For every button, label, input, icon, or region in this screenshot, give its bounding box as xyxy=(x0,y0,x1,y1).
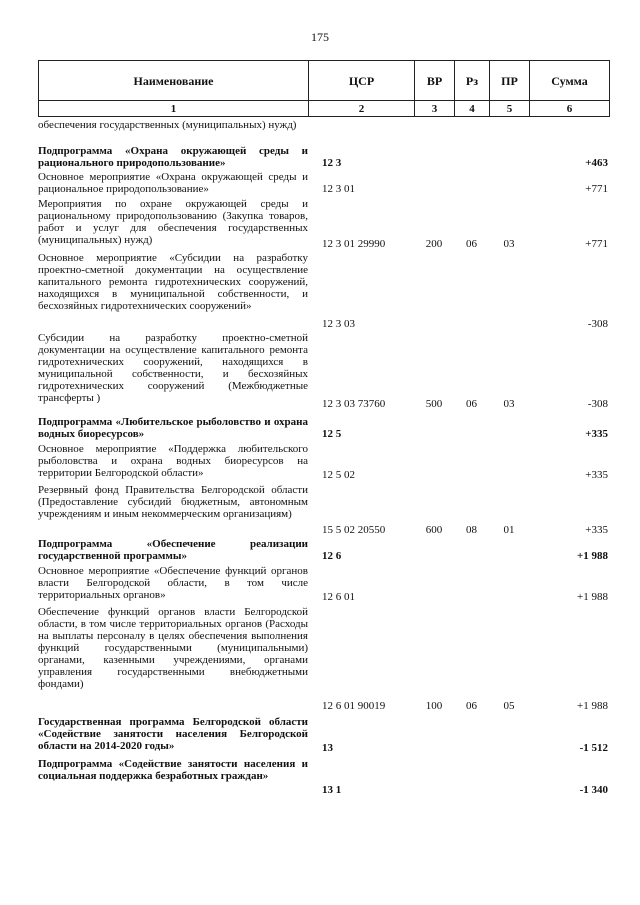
header-sum: Сумма xyxy=(551,73,588,88)
row-name: Подпрограмма «Любительское рыболовство и охрана водных биоресурсов» xyxy=(38,416,308,440)
row-sum: -308 xyxy=(587,398,608,410)
row-sum: +1 988 xyxy=(577,700,608,712)
row-name: обеспечения государственных (муниципальных) нужд) xyxy=(38,119,297,131)
row-sum: +335 xyxy=(585,469,608,481)
header-rz: Рз xyxy=(455,61,490,101)
row-sum: -308 xyxy=(587,318,608,330)
row-csr: 12 5 02 xyxy=(322,469,355,481)
row-vr: 200 xyxy=(425,238,443,250)
row-sum: -1 340 xyxy=(579,784,608,796)
row-sum: +771 xyxy=(585,238,608,250)
row-sum: +335 xyxy=(585,428,608,440)
table-header xyxy=(38,60,610,117)
header-name: Наименование xyxy=(39,61,309,101)
row-name: Основное мероприятие «Обеспечение функций органов власти Белгородской области, в том числе территориальных органов» xyxy=(38,565,308,601)
row-pr: 03 xyxy=(503,238,515,250)
row-csr: 13 xyxy=(322,742,333,754)
col-number-2: 2 xyxy=(309,101,415,116)
table-row xyxy=(38,332,610,410)
header-row xyxy=(39,61,609,101)
row-pr: 01 xyxy=(503,524,515,536)
row-sum: +335 xyxy=(585,524,608,536)
row-name: Подпрограмма «Обеспечение реализации государственной программы» xyxy=(38,538,308,562)
col-number-5: 5 xyxy=(490,101,530,116)
row-sum: +771 xyxy=(585,183,608,195)
table-row xyxy=(38,252,610,330)
row-sum: -1 512 xyxy=(579,742,608,754)
header-number-row xyxy=(39,101,609,116)
row-name: Субсидии на разработку проектно-сметной документации на осуществление капитального ремонта гидротехнических сооружений, находящихся в муниципальной собственности, и бесхозяйных гидротехнических сооружений (Межбюджетные трансферты ) xyxy=(38,332,308,404)
row-rz: 08 xyxy=(466,524,477,536)
row-vr: 600 xyxy=(425,524,443,536)
header-csr: ЦСР xyxy=(309,61,415,101)
row-csr: 12 5 xyxy=(322,428,342,440)
table-row xyxy=(38,538,610,562)
table-row xyxy=(38,606,610,712)
col-number-4: 4 xyxy=(455,101,490,116)
row-name: Основное мероприятие «Субсидии на разработку проектно-сметной документации на осуществление капитального ремонта гидротехнических сооружений, находящихся в муниципальной собственности, и бесхозяйных гидротехнических сооружений» xyxy=(38,252,308,312)
row-csr: 12 3 01 29990 xyxy=(322,238,386,250)
table-row xyxy=(38,198,610,250)
row-csr: 12 3 01 xyxy=(322,183,355,195)
row-vr: 100 xyxy=(425,700,443,712)
row-sum: +1 988 xyxy=(577,591,608,603)
row-csr: 13 1 xyxy=(322,784,342,796)
row-rz: 06 xyxy=(466,398,477,410)
table-row xyxy=(38,171,610,195)
row-name: Государственная программа Белгородской области «Содействие занятости населения Белгородской области на 2014-2020 годы» xyxy=(38,716,308,752)
table-row xyxy=(38,119,610,143)
header-pr: ПР xyxy=(490,61,530,101)
table-row xyxy=(38,565,610,603)
row-name: Подпрограмма «Охрана окружающей среды и рационального природопользование» xyxy=(38,145,308,169)
row-name: Основное мероприятие «Поддержка любительского рыболовства и охрана водных биоресурсов на территории Белгородской области» xyxy=(38,443,308,479)
row-name: Резервный фонд Правительства Белгородской области (Предоставление субсидий бюджетным, автономным учреждениям и иным некоммерческим организациям) xyxy=(38,484,308,520)
table-row xyxy=(38,416,610,440)
table-row xyxy=(38,758,610,796)
table-row xyxy=(38,716,610,754)
row-name: Подпрограмма «Содействие занятости населения и социальная поддержка безработных граждан» xyxy=(38,758,308,782)
page-number: 175 xyxy=(311,30,329,44)
row-sum: +463 xyxy=(585,157,608,169)
row-csr: 12 6 01 90019 xyxy=(322,700,386,712)
row-csr: 12 6 01 xyxy=(322,591,355,603)
table-row xyxy=(38,145,610,169)
row-csr: 12 6 xyxy=(322,550,342,562)
col-number-1: 1 xyxy=(39,101,309,116)
row-name: Мероприятия по охране окружающей среды и рациональному природопользованию (Закупка товаров, работ и услуг для обеспечения государственных (муниципальных) нужд) xyxy=(38,198,308,246)
row-csr: 15 5 02 20550 xyxy=(322,524,386,536)
row-csr: 12 3 03 xyxy=(322,318,355,330)
table-row xyxy=(38,484,610,536)
row-pr: 05 xyxy=(503,700,515,712)
col-number-6: 6 xyxy=(566,102,573,115)
row-pr: 03 xyxy=(503,398,515,410)
row-csr: 12 3 03 73760 xyxy=(322,398,386,410)
row-rz: 06 xyxy=(466,238,477,250)
row-name: Основное мероприятие «Охрана окружающей среды и рациональное природопользование» xyxy=(38,171,308,195)
table-row xyxy=(38,443,610,481)
col-number-3: 3 xyxy=(415,101,455,116)
row-name: Обеспечение функций органов власти Белгородской области, в том числе территориальных органов (Расходы на выплаты персоналу в целях обеспечения выполнения функций государственными (муниципальными) органами, казенными учреждениями, органами управления государственными внебюджетными фондами) xyxy=(38,606,308,690)
row-vr: 500 xyxy=(425,398,443,410)
row-sum: +1 988 xyxy=(576,550,608,562)
row-csr: 12 3 xyxy=(322,157,342,169)
row-rz: 06 xyxy=(466,700,477,712)
header-vr: ВР xyxy=(415,61,455,101)
